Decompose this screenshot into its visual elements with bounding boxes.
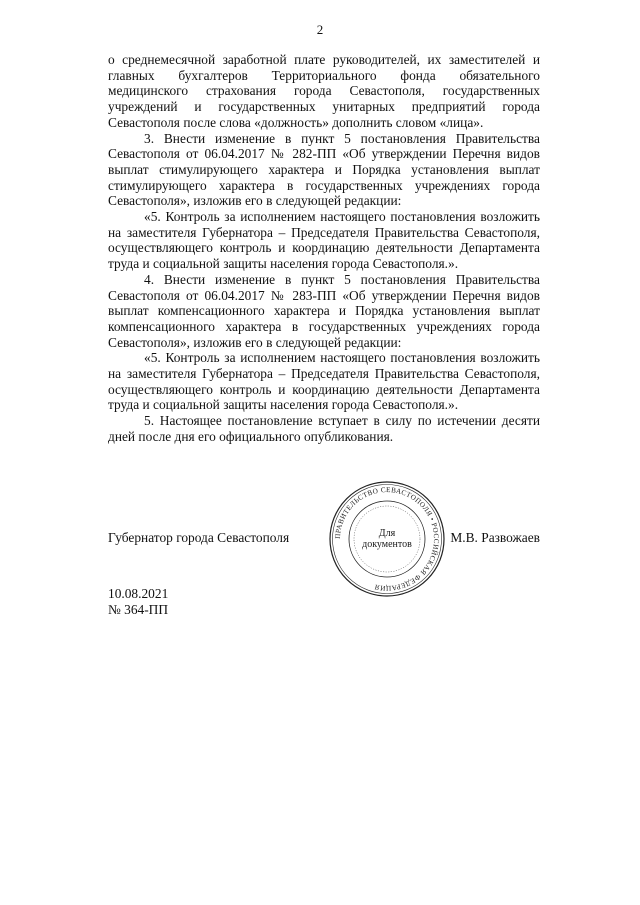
official-seal: [328, 480, 446, 598]
seal-center-line-1: Для: [378, 528, 396, 539]
paragraph-item-5: 5. Настоящее постановление вступает в силу по истечении десяти дней после дня его официального опубликования.: [108, 413, 540, 444]
paragraph-quote-1: «5. Контроль за исполнением настоящего постановления возложить на заместителя Губернатора – Председателя Правительства Севастополя, осуществляющего контроль и координацию деятельности Департамента труда и социальной защиты населения города Севастополя.».: [108, 209, 540, 272]
signatory-name: М.В. Развожаев: [450, 530, 540, 545]
signatory-title: Губернатор города Севастополя: [108, 530, 290, 545]
document-date: 10.08.2021: [108, 586, 169, 601]
seal-center-line-2: документов: [362, 539, 412, 550]
paragraph-quote-2: «5. Контроль за исполнением настоящего постановления возложить на заместителя Губернатора – Председателя Правительства Севастополя, осуществляющего контроль и координацию деятельности Департамента труда и социальной защиты населения города Севастополя.».: [108, 350, 540, 413]
document-body: [108, 52, 540, 445]
paragraph-continuation: о среднемесячной заработной плате руководителей, их заместителей и главных бухгалтеров Территориального фонда обязательного медицинского страхования города Севастополя, государственных учреждений и государственных унитарных предприятий города Севастополя после слова «должность» дополнить словом «лица».: [108, 52, 540, 130]
document-number: № 364-ПП: [108, 602, 169, 617]
paragraph-item-3: 3. Внести изменение в пункт 5 постановления Правительства Севастополя от 06.04.2017 № 282-ПП «Об утверждении Перечня видов выплат стимулирующего характера и Порядка установления выплат стимулирующего характера в государственных учреждениях города Севастополя», изложив его в следующей редакции:: [108, 130, 540, 209]
document-date-block: [108, 586, 168, 618]
page-number: 2: [316, 22, 324, 37]
paragraph-item-4: 4. Внести изменение в пункт 5 постановления Правительства Севастополя от 06.04.2017 № 283-ПП «Об утверждении Перечня видов выплат компенсационного характера и Порядка установления выплат компенсационного характера в государственных учреждениях города Севастополя», изложив его в следующей редакции:: [108, 271, 540, 350]
seal-center-text: [328, 528, 446, 550]
seal-outer-text: ПРАВИТЕЛЬСТВО СЕВАСТОПОЛЯ • РОССИЙСКАЯ ФЕДЕРАЦИЯ: [333, 485, 441, 593]
